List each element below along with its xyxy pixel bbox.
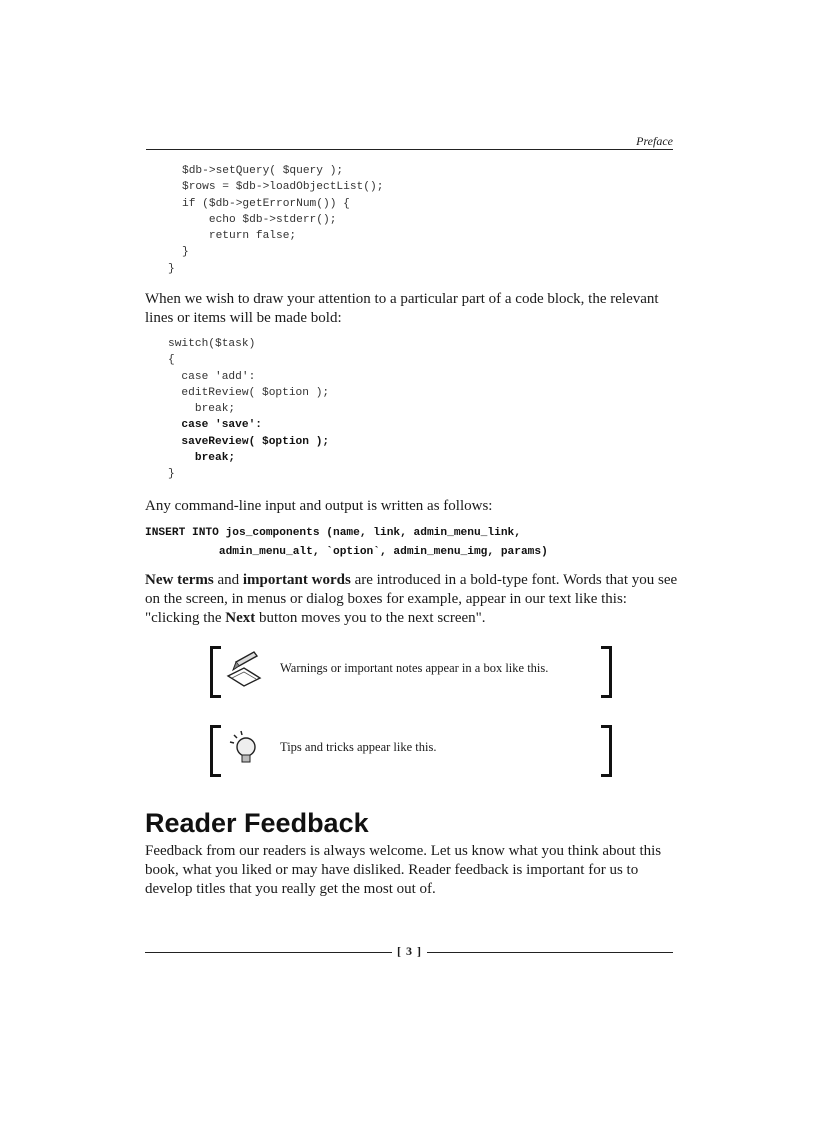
code-line: } bbox=[168, 262, 175, 275]
bold-next: Next bbox=[225, 610, 256, 626]
warning-box bbox=[210, 646, 612, 700]
tip-text: Tips and tricks appear like this. bbox=[280, 740, 437, 754]
code-line: return false; bbox=[182, 230, 297, 243]
paragraph-terms bbox=[145, 571, 680, 628]
code-line: } bbox=[168, 468, 175, 481]
section-heading: Reader Feedback bbox=[145, 808, 369, 838]
paragraph-cmd-intro: Any command-line input and output is written as follows: bbox=[145, 498, 493, 514]
footer-rule-right bbox=[427, 952, 673, 953]
text: button moves you to the next screen". bbox=[255, 610, 486, 626]
code-line: { bbox=[168, 354, 175, 367]
text: are introduced in a bold-type font. Words that you see on the screen, in menus or dialog boxes for example, appear in our text like this: "clicking the bbox=[145, 572, 678, 626]
code-line: echo $db->stderr(); bbox=[182, 213, 337, 226]
command-line: INSERT INTO jos_components (name, link, admin_menu_link, bbox=[145, 527, 521, 539]
footer-rule-left bbox=[145, 952, 392, 953]
code-line: $rows = $db->loadObjectList(); bbox=[182, 181, 384, 194]
code-block-2 bbox=[168, 336, 329, 483]
bold-important-words: important words bbox=[242, 572, 351, 588]
bold-new-terms: New terms bbox=[145, 572, 214, 588]
left-bracket bbox=[210, 725, 221, 777]
command-line: admin_menu_alt, `option`, admin_menu_img, params) bbox=[145, 546, 548, 558]
header-rule bbox=[146, 149, 673, 150]
pen-and-paper-icon bbox=[224, 648, 264, 688]
code-line-bold: saveReview( $option ); bbox=[168, 435, 330, 448]
code-line-bold: break; bbox=[168, 452, 236, 465]
page-number: [ 3 ] bbox=[397, 944, 422, 958]
running-header: Preface bbox=[636, 134, 673, 148]
code-line: if ($db->getErrorNum()) { bbox=[182, 197, 350, 210]
warning-text: Warnings or important notes appear in a box like this. bbox=[280, 661, 549, 675]
code-line: editReview( $option ); bbox=[168, 386, 330, 399]
paragraph-bold-intro: When we wish to draw your attention to a particular part of a code block, the relevant lines or items will be made bold: bbox=[145, 291, 659, 326]
tip-box bbox=[210, 725, 612, 779]
section-body: Feedback from our readers is always welcome. Let us know what you think about this book, what you liked or may have disliked. Reader feedback is important for us to develop titles that you really get the most out of. bbox=[145, 843, 662, 897]
code-line-bold: case 'save': bbox=[168, 419, 262, 432]
text: and bbox=[213, 572, 243, 588]
command-block bbox=[145, 524, 548, 562]
code-line: $db->setQuery( $query ); bbox=[182, 165, 344, 177]
code-block-1 bbox=[168, 163, 383, 277]
code-line: case 'add': bbox=[168, 370, 256, 383]
lightbulb-icon bbox=[224, 727, 264, 767]
code-line: break; bbox=[168, 403, 236, 416]
right-bracket bbox=[601, 725, 612, 777]
right-bracket bbox=[601, 646, 612, 698]
code-line: } bbox=[182, 246, 189, 259]
left-bracket bbox=[210, 646, 221, 698]
code-line: switch($task) bbox=[168, 338, 256, 350]
